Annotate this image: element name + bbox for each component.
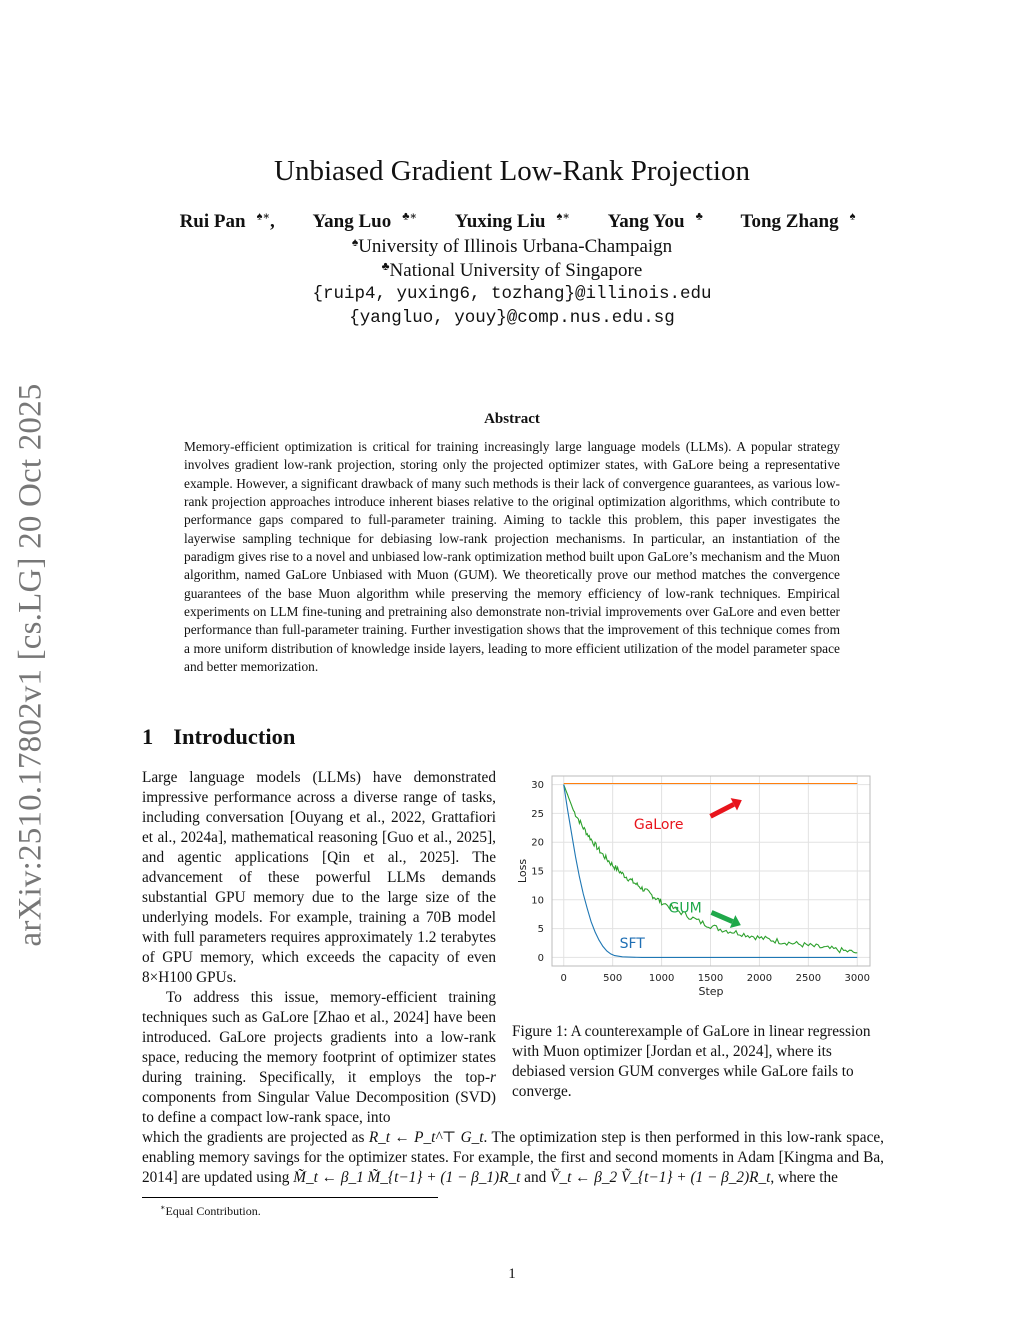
x-tick-label: 1500 — [697, 973, 724, 984]
arxiv-identifier-stamp — [8, 375, 54, 955]
footnote: ∗Equal Contribution. — [160, 1203, 261, 1218]
author-email: {yangluo, youy}@comp.nus.edu.sg — [349, 308, 675, 328]
x-tick-label: 0 — [560, 973, 567, 984]
y-tick-label: 25 — [531, 808, 544, 820]
equation-first-moment: M̃_t ← β_1 M̃_{t−1} + (1 − β_1)R_t — [293, 1169, 521, 1186]
annotation-arrow-shaft — [711, 804, 734, 816]
paper-title: Unbiased Gradient Low-Rank Projection — [274, 155, 750, 187]
annotation-label-sft: SFT — [619, 936, 645, 953]
author: Rui Pan ♠∗, — [179, 211, 275, 233]
author: Tong Zhang ♠ — [740, 211, 856, 233]
chart-ticks — [531, 780, 870, 984]
intro-paragraph: To address this issue, memory-efficient training techniques such as GaLore [Zhao et al., 2024] have been introduced. GaLore projects gradients into a low-rank space, reducing the memory footprint of optimizer states during training. Specifically, it employs the top-r components from Singular Value Decomposition (SVD) to define a compact low-rank space, into — [142, 989, 496, 1126]
x-tick-label: 500 — [603, 973, 623, 984]
y-tick-label: 30 — [531, 780, 544, 792]
page-number: 1 — [508, 1266, 516, 1282]
section-number: 1 — [142, 724, 154, 749]
annotation-label-galore: GaLore — [633, 816, 684, 833]
equation-second-moment: Ṽ_t ← β_2 Ṽ_{t−1} + (1 − β_2)R_t — [550, 1169, 771, 1186]
affiliation: ♣National University of Singapore — [381, 259, 643, 281]
y-tick-label: 15 — [531, 866, 544, 878]
section-heading — [142, 724, 295, 750]
x-tick-label: 2500 — [795, 973, 822, 984]
annotation-label-gum: GUM — [668, 900, 702, 917]
x-tick-label: 1000 — [648, 973, 675, 984]
x-tick-label: 2000 — [746, 973, 773, 984]
intro-paragraph: Large language models (LLMs) have demonstrated impressive performance across a diverse range of tasks, including conversation [Ouyang et al., 2022, Grattafiori et al., 2024a], mathematical reasoning [Guo et al., 2025], and agentic applications [Qin et al., 2025]. The advancement of these powerful LLMs demands substantial GPU memory due to the large size of the underlying models. For example, training a 70B model with full parameters requires approximately 1.2 terabytes of GPU memory, which exceeds the capacity of even 8×H100 GPUs. — [142, 769, 496, 986]
equation-projection: R_t ← P_t^⊤ G_t — [368, 1129, 484, 1146]
intro-column — [142, 768, 496, 1128]
y-axis-label: Loss — [516, 858, 529, 884]
footnote-rule — [142, 1197, 438, 1198]
abstract-heading: Abstract — [484, 411, 540, 427]
affiliation: ♠University of Illinois Urbana-Champaign — [351, 235, 673, 257]
section-title: Introduction — [173, 724, 296, 749]
loss-chart — [512, 768, 884, 1008]
intro-continuation: which the gradients are projected as R_t ← P_t^⊤ G_t. The optimization step is then performed in this low-rank space, enabling memory savings for the optimizer states. For example, the first and second moments in Adam [Kingma and Ba, 2014] are updated using M̃_t ← β_1 M̃_{t−1} + (1 − β_1)R_t and Ṽ_t ← β_2 Ṽ_{t−1} + (1 − β_2)R_t, where the — [142, 1129, 884, 1186]
y-tick-label: 0 — [537, 952, 544, 964]
abstract-text: Memory-efficient optimization is critical for training increasingly large language models (LLMs). A popular strategy involves gradient low-rank projection, storing only the projected optimizer states, with GaLore being a representative example. However, a significant drawback of many such methods is their lack of convergence guarantees, as various low-rank projection approaches introduce inherent biases relative to the original optimization algorithms, which contribute to performance gaps compared to full-parameter training. Aiming to tackle this problem, this paper investigates the layerwise sampling technique for debiasing low-rank projection mechanisms. In particular, an instantiation of the paradigm gives rise to a novel and unbiased low-rank optimization method built upon GaLore’s mechanism and the Muon algorithm, named GaLore Unbiased with Muon (GUM). We theoretically prove our method matches the convergence guarantees of the base Muon algorithm while preserving the memory efficiency of low-rank techniques. Empirical experiments on LLM fine-tuning and pretraining also demonstrate non-trivial improvements over GaLore and even better performance than full-parameter training. Further investigation shows that the improvement of this technique comes from a more uniform distribution of knowledge inside layers, leading to more efficient utilization of the model parameter space and better memorization. — [184, 439, 840, 675]
y-tick-label: 10 — [531, 895, 544, 907]
author: Yang Luo ♣∗ — [312, 211, 418, 233]
author-email: {ruip4, yuxing6, tozhang}@illinois.edu — [312, 284, 712, 304]
y-tick-label: 5 — [537, 924, 544, 936]
arxiv-stamp-text: arXiv:2510.17802v1 [cs.LG] 20 Oct 2025 — [12, 383, 49, 947]
chart-grid — [552, 776, 870, 966]
author: Yuxing Liu ♠∗ — [454, 211, 570, 233]
author: Yang You ♣ — [607, 211, 703, 233]
annotation-arrow-shaft — [711, 912, 732, 921]
x-axis-label: Step — [698, 985, 724, 998]
x-tick-label: 3000 — [844, 973, 871, 984]
figure-caption: Figure 1: A counterexample of GaLore in linear regression with Muon optimizer [Jordan et al., 2024], where its debiased version GUM converges while GaLore fails to converge. — [512, 1023, 871, 1100]
y-tick-label: 20 — [531, 837, 544, 849]
author-list — [0, 210, 1024, 233]
